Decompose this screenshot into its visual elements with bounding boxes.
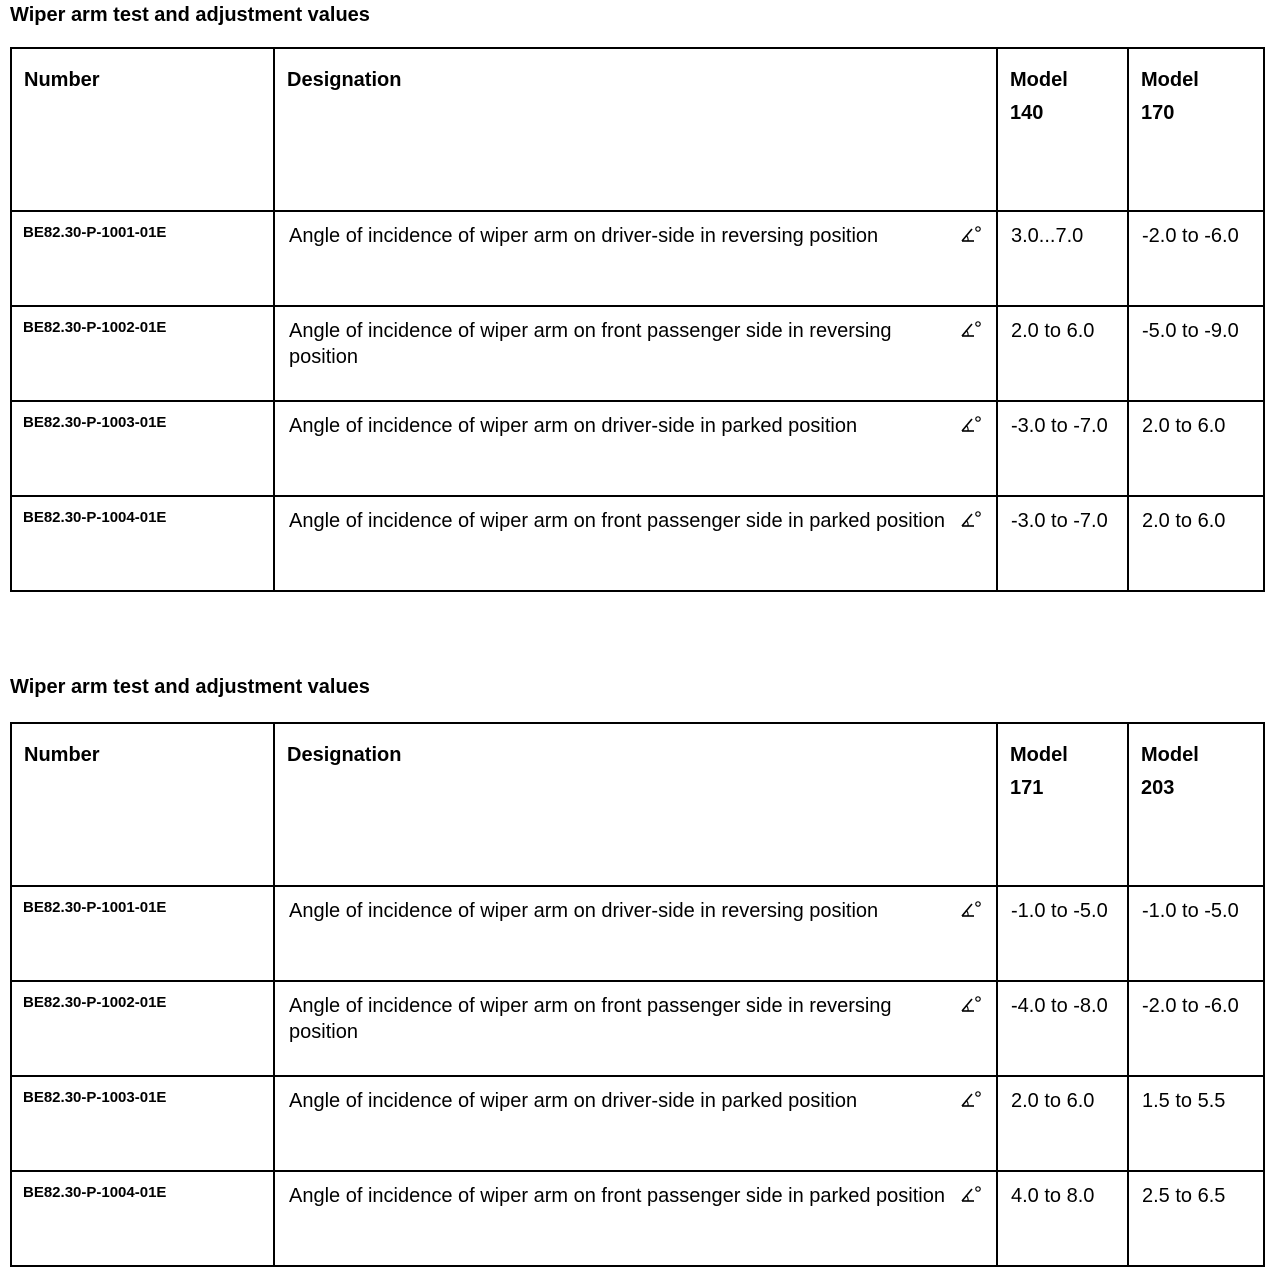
cell-number: BE82.30-P-1003-01E (11, 1076, 274, 1171)
wiper-spec-table-2 (10, 722, 1265, 1267)
spec-section-2 (10, 672, 1263, 1207)
cell-designation: Angle of incidence of wiper arm on front passenger side in parked position (274, 496, 997, 591)
table-header-row (11, 48, 1264, 211)
header-model-b: Model 170 (1128, 48, 1264, 211)
table-row (11, 211, 1264, 306)
angle-degree-icon (960, 900, 982, 918)
header-number: Number (11, 723, 274, 886)
angle-degree-icon (960, 320, 982, 338)
table-header-row (11, 723, 1264, 886)
table-row (11, 306, 1264, 401)
angle-degree-icon (960, 225, 982, 243)
table-row (11, 886, 1264, 981)
cell-designation: Angle of incidence of wiper arm on front passenger side in reversing position (274, 306, 997, 401)
cell-designation: Angle of incidence of wiper arm on driver-side in parked position (274, 1076, 997, 1171)
cell-number: BE82.30-P-1004-01E (11, 496, 274, 591)
cell-model-a: 2.0 to 6.0 (997, 306, 1128, 401)
table-row (11, 981, 1264, 1076)
cell-model-a: 3.0...7.0 (997, 211, 1128, 306)
cell-model-a: 2.0 to 6.0 (997, 1076, 1128, 1171)
cell-number: BE82.30-P-1003-01E (11, 401, 274, 496)
header-model-a: Model 171 (997, 723, 1128, 886)
cell-designation: Angle of incidence of wiper arm on front passenger side in reversing position (274, 981, 997, 1076)
cell-model-a: -1.0 to -5.0 (997, 886, 1128, 981)
cell-model-a: -3.0 to -7.0 (997, 496, 1128, 591)
table-row (11, 496, 1264, 591)
cell-designation: Angle of incidence of wiper arm on driver-side in reversing position (274, 211, 997, 306)
angle-degree-icon (960, 415, 982, 433)
cell-model-a: -4.0 to -8.0 (997, 981, 1128, 1076)
cell-model-b: 2.5 to 6.5 (1128, 1171, 1264, 1266)
cell-model-b: 2.0 to 6.0 (1128, 401, 1264, 496)
angle-degree-icon (960, 995, 982, 1013)
cell-number: BE82.30-P-1002-01E (11, 306, 274, 401)
cell-model-b: 2.0 to 6.0 (1128, 496, 1264, 591)
angle-degree-icon (960, 510, 982, 528)
header-designation: Designation (274, 723, 997, 886)
cell-model-b: -2.0 to -6.0 (1128, 981, 1264, 1076)
table-row (11, 401, 1264, 496)
header-designation: Designation (274, 48, 997, 211)
cell-number: BE82.30-P-1002-01E (11, 981, 274, 1076)
cell-model-b: -1.0 to -5.0 (1128, 886, 1264, 981)
cell-number: BE82.30-P-1001-01E (11, 886, 274, 981)
cell-designation: Angle of incidence of wiper arm on driver-side in reversing position (274, 886, 997, 981)
angle-degree-icon (960, 1090, 982, 1108)
cell-designation: Angle of incidence of wiper arm on front passenger side in parked position (274, 1171, 997, 1266)
section-title: Wiper arm test and adjustment values (10, 4, 370, 26)
header-model-b: Model 203 (1128, 723, 1264, 886)
spec-section-1 (10, 0, 1263, 532)
wiper-spec-table-1 (10, 47, 1265, 592)
header-number: Number (11, 48, 274, 211)
cell-number: BE82.30-P-1004-01E (11, 1171, 274, 1266)
cell-model-b: 1.5 to 5.5 (1128, 1076, 1264, 1171)
cell-model-a: 4.0 to 8.0 (997, 1171, 1128, 1266)
cell-model-b: -5.0 to -9.0 (1128, 306, 1264, 401)
header-model-a: Model 140 (997, 48, 1128, 211)
table-row (11, 1171, 1264, 1266)
table-row (11, 1076, 1264, 1171)
section-title: Wiper arm test and adjustment values (10, 676, 370, 698)
cell-number: BE82.30-P-1001-01E (11, 211, 274, 306)
cell-model-a: -3.0 to -7.0 (997, 401, 1128, 496)
angle-degree-icon (960, 1185, 982, 1203)
cell-model-b: -2.0 to -6.0 (1128, 211, 1264, 306)
cell-designation: Angle of incidence of wiper arm on driver-side in parked position (274, 401, 997, 496)
